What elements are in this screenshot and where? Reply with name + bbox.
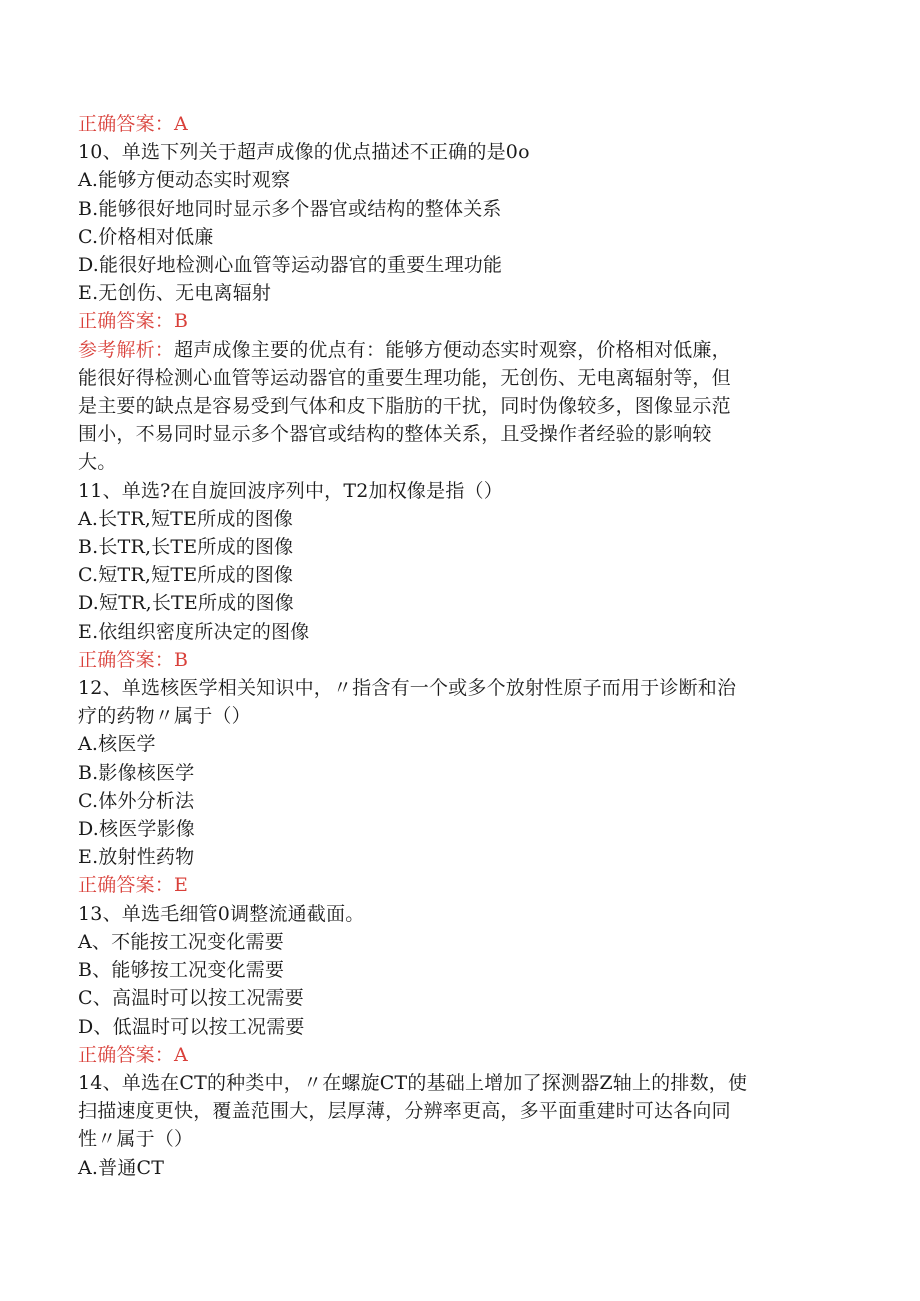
explanation-text: 是主要的缺点是容易受到气体和皮下脂肪的干扰，同时伪像较多，图像显示范 <box>78 395 731 418</box>
answer-option: B.能够很好地同时显示多个器官或结构的整体关系 <box>78 197 502 220</box>
answer-option: A.普通CT <box>78 1156 165 1179</box>
question-text-line: 疗的药物〃属于（） <box>78 705 251 728</box>
correct-answer <box>78 871 838 899</box>
answer-option: C.体外分析法 <box>78 789 195 812</box>
answer-option: A.能够方便动态实时观察 <box>78 169 291 192</box>
answer-label: 正确答案： <box>78 310 175 333</box>
answer-option: D、低温时可以按工况需要 <box>78 1015 305 1038</box>
answer-option: C.价格相对低廉 <box>78 225 214 248</box>
correct-answer <box>78 110 838 138</box>
question-text-line: 14、单选在CT的种类中，〃在螺旋CT的基础上增加了探测器Z轴上的排数，使 <box>78 1071 748 1094</box>
question-text-line: 扫描速度更快，覆盖范围大，层厚薄，分辨率更高，多平面重建时可达各向同 <box>78 1100 731 1123</box>
explanation-text: 能很好得检测心血管等运动器官的重要生理功能，无创伤、无电离辐射等，但 <box>78 366 731 389</box>
correct-answer <box>78 307 838 335</box>
explanation-text: 大。 <box>78 451 117 474</box>
question-text: 10、单选下列关于超声成像的优点描述不正确的是0o <box>78 141 530 164</box>
question-text-line: 12、单选核医学相关知识中，〃指含有一个或多个放射性原子而用于诊断和治 <box>78 677 737 700</box>
correct-answer <box>78 1041 838 1069</box>
answer-value: A <box>174 113 188 135</box>
explanation-line <box>78 448 838 476</box>
answer-option: B、能够按工况变化需要 <box>78 959 285 982</box>
answer-option: C.短TR,短TE所成的图像 <box>78 564 294 587</box>
answer-value: B <box>174 648 189 671</box>
answer-option: C、高温时可以按工况需要 <box>78 987 304 1010</box>
answer-value: E <box>174 874 189 897</box>
answer-option: D.核医学影像 <box>78 818 195 841</box>
explanation-label: 参考解析： <box>78 338 175 361</box>
document-page <box>78 110 838 1182</box>
explanation-line <box>78 336 838 364</box>
answer-label: 正确答案： <box>78 1043 175 1066</box>
answer-label: 正确答案： <box>78 113 175 135</box>
answer-option: E.放射性药物 <box>78 846 195 869</box>
explanation-text: 超声成像主要的优点有：能够方便动态实时观察，价格相对低廉， <box>174 338 731 361</box>
question-text: 13、单选毛细管0调整流通截面。 <box>78 902 365 925</box>
answer-option: E.无创伤、无电离辐射 <box>78 282 272 305</box>
answer-option: A、不能按工况变化需要 <box>78 930 284 953</box>
answer-value: B <box>174 310 189 333</box>
question-text-line: 性〃属于（） <box>78 1128 194 1151</box>
answer-label: 正确答案： <box>78 874 175 897</box>
answer-option: E.依组织密度所决定的图像 <box>78 620 310 643</box>
answer-label: 正确答案： <box>78 648 175 671</box>
explanation-line <box>78 420 838 448</box>
explanation-line <box>78 392 838 420</box>
answer-value: A <box>174 1043 188 1066</box>
answer-option: B.长TR,长TE所成的图像 <box>78 536 294 559</box>
answer-option: B.影像核医学 <box>78 761 195 784</box>
explanation-text: 围小，不易同时显示多个器官或结构的整体关系，且受操作者经验的影响较 <box>78 423 712 446</box>
correct-answer <box>78 646 838 674</box>
answer-option: D.短TR,长TE所成的图像 <box>78 592 294 615</box>
answer-option: D.能很好地检测心血管等运动器官的重要生理功能 <box>78 254 503 277</box>
answer-option: A.核医学 <box>78 733 156 756</box>
answer-option: A.长TR,短TE所成的图像 <box>78 507 294 530</box>
question-text: 11、单选?在自旋回波序列中，T2加权像是指（） <box>78 479 503 502</box>
explanation-line <box>78 364 838 392</box>
